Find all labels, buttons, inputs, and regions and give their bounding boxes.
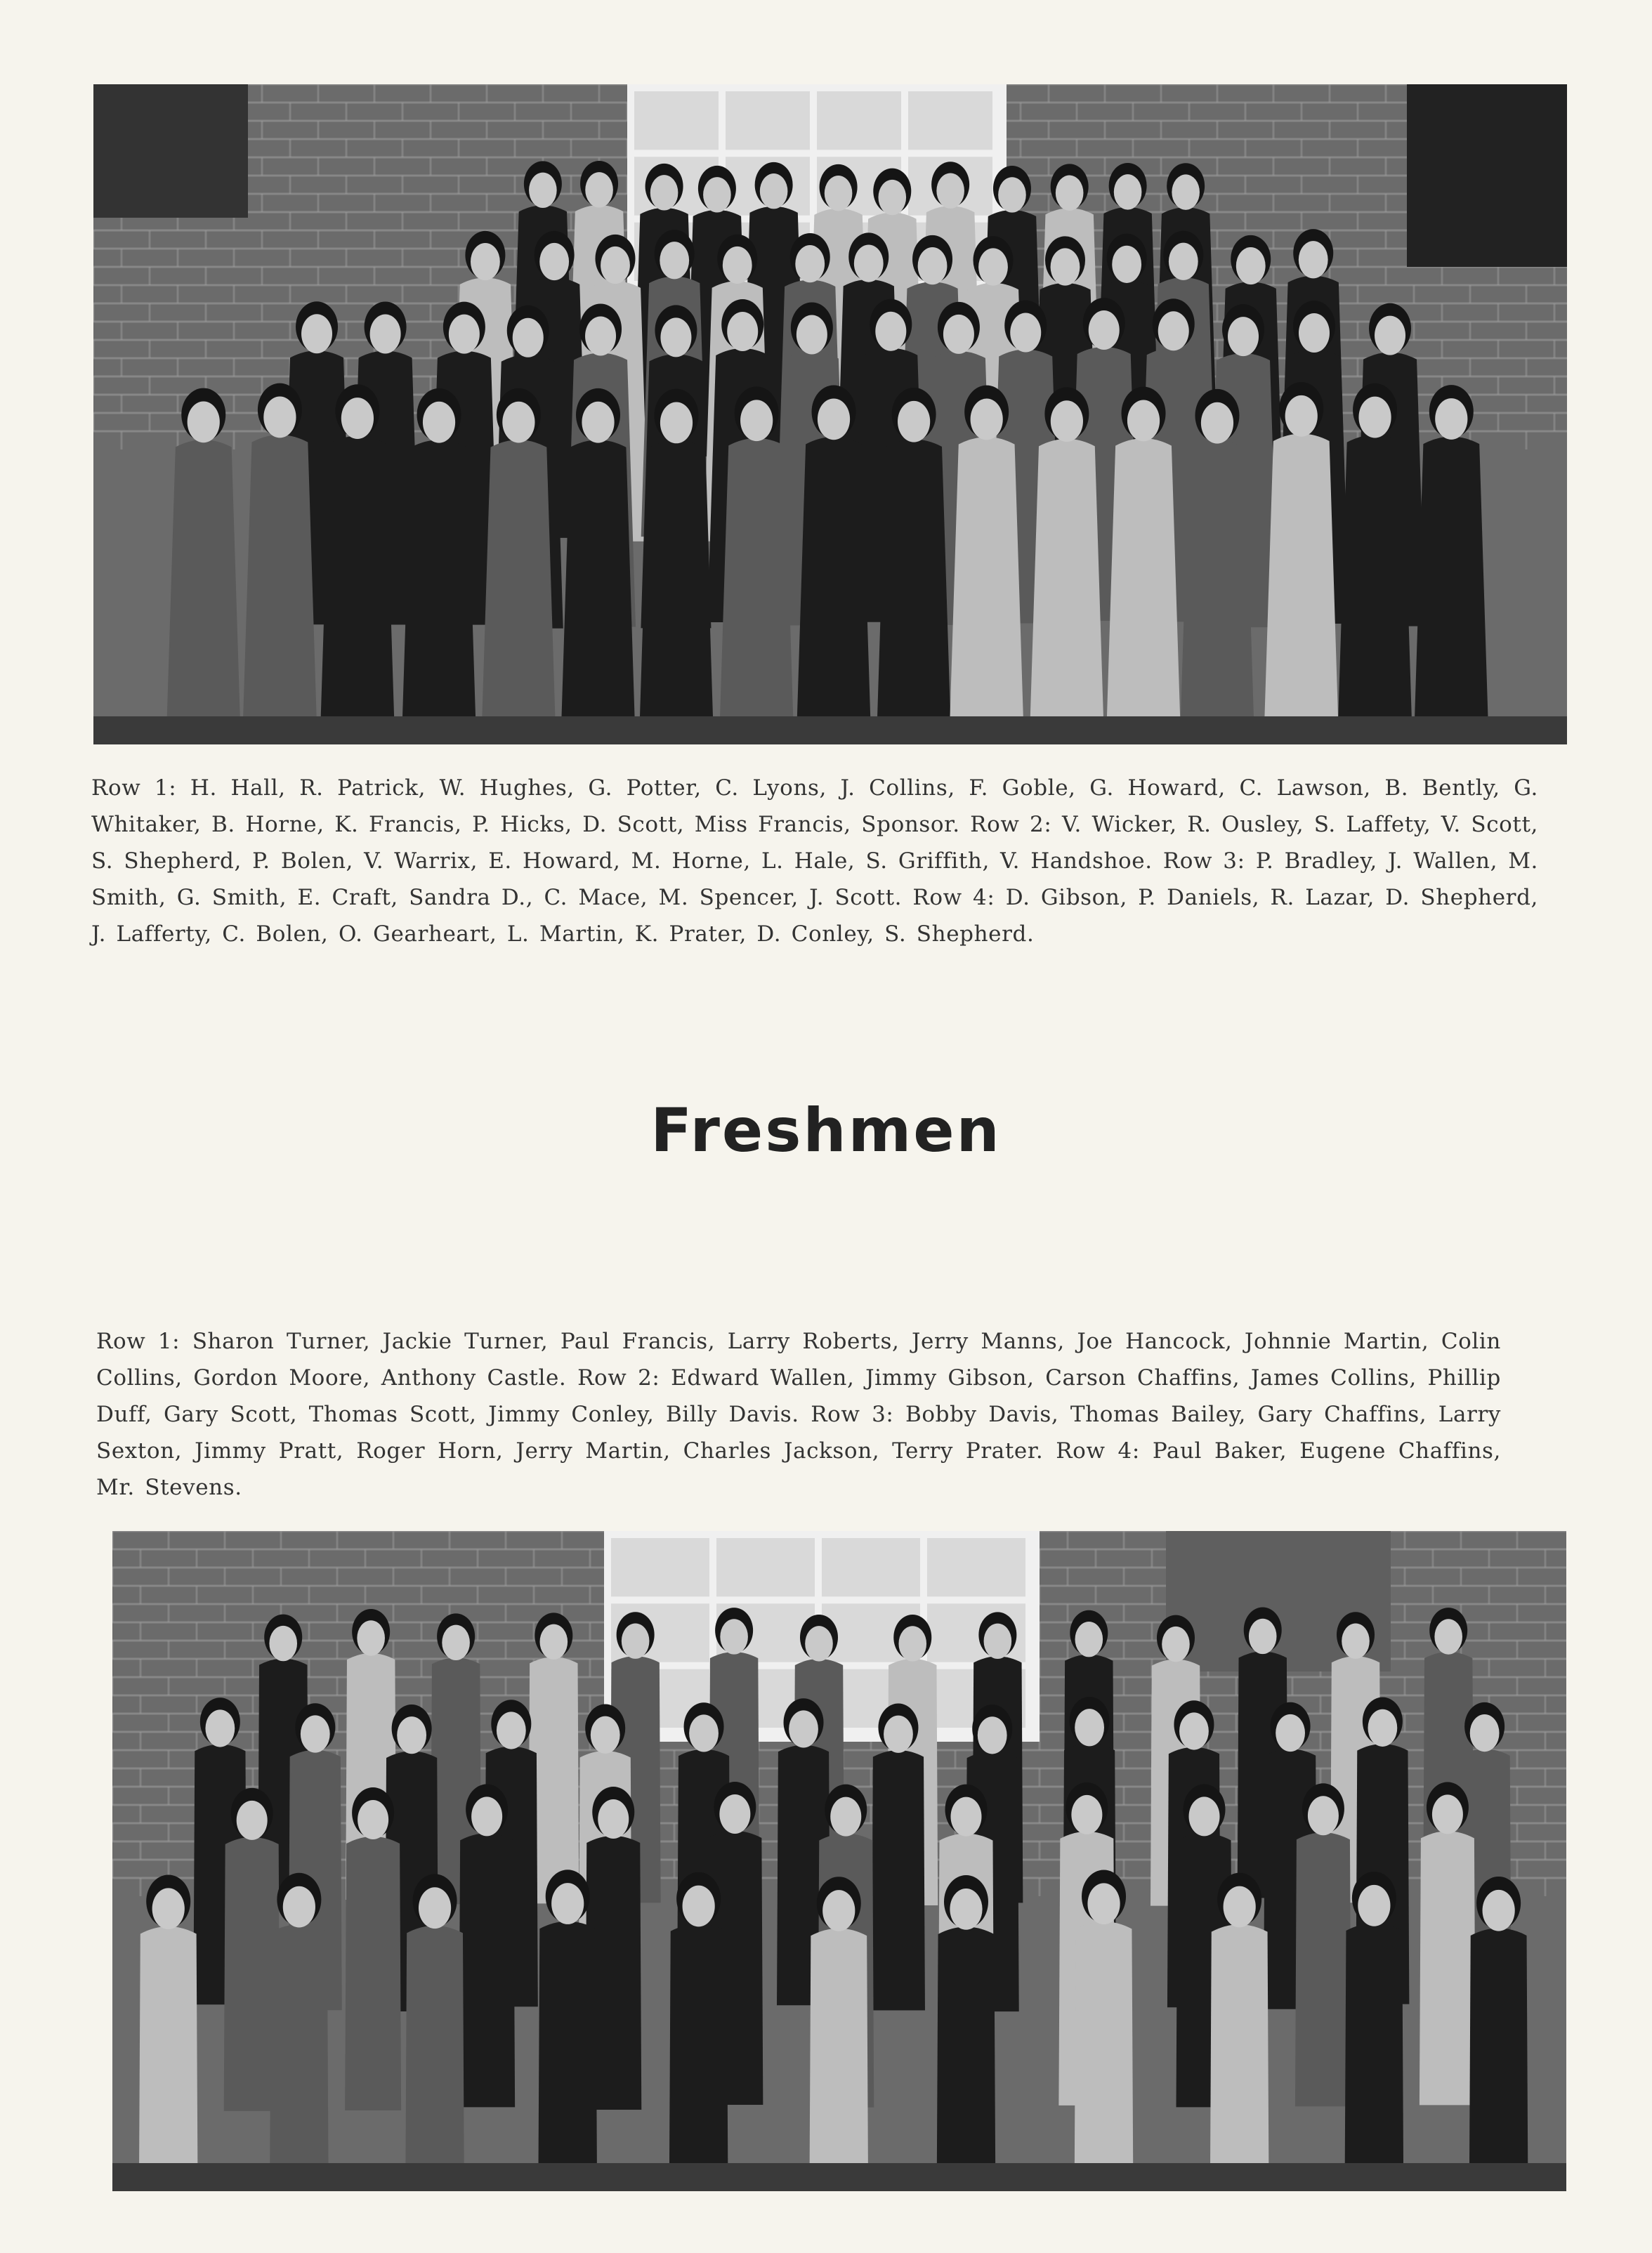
bottom-photo-caption: Row 1: Sharon Turner, Jackie Turner, Paul Francis, Larry Roberts, Jerry Manns, Joe Hancock, Johnnie Martin, Colin Collins, Gordon Moore, Anthony Castle. Row 2: Edward Wallen, Jimmy Gibson, Carson Chaffins, James Collins, Phillip Duff, Gary Scott, Thomas Scott, Jimmy Conley, Billy Davis. Row 3: Bobby Davis, Thomas Bailey, Gary Chaffins, Larry Sexton, Jimmy Pratt, Roger Horn, Jerry Martin, Charles Jackson, Terry Prater. Row 4: Paul Baker, Eugene Chaffins, Mr. Stevens.: [96, 1329, 1501, 1500]
freshmen-group-photo-image: [112, 1531, 1566, 2191]
freshmen-group-photo: [112, 1531, 1566, 2191]
girls-group-photo-image: [93, 84, 1567, 744]
girls-group-photo: [93, 84, 1567, 744]
top-photo-caption: Row 1: H. Hall, R. Patrick, W. Hughes, G. Potter, C. Lyons, J. Collins, F. Goble, G. Howard, C. Lawson, B. Bently, G. Whitaker, B. Horne, K. Francis, P. Hicks, D. Scott, Miss Francis, Sponsor. Row 2: V. Wicker, R. Ousley, S. Laffety, V. Scott, S. Shepherd, P. Bolen, V. Warrix, E. Howard, M. Horne, L. Hale, S. Griffith, V. Handshoe. Row 3: P. Bradley, J. Wallen, M. Smith, G. Smith, E. Craft, Sandra D., C. Mace, M. Spencer, J. Scott. Row 4: D. Gibson, P. Daniels, R. Lazar, D. Shepherd, J. Lafferty, C. Bolen, O. Gearheart, L. Martin, K. Prater, D. Conley, S. Shepherd.: [91, 775, 1538, 947]
section-heading: Freshmen: [650, 1096, 1002, 1166]
